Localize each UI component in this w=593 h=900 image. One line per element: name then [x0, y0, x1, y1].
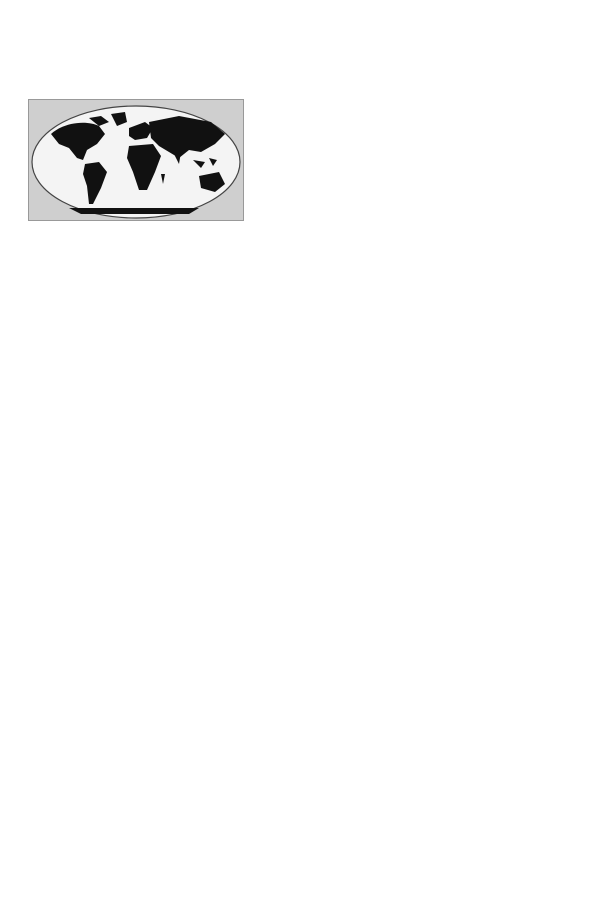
world-map-image	[28, 99, 244, 221]
table-of-contents	[258, 97, 553, 111]
